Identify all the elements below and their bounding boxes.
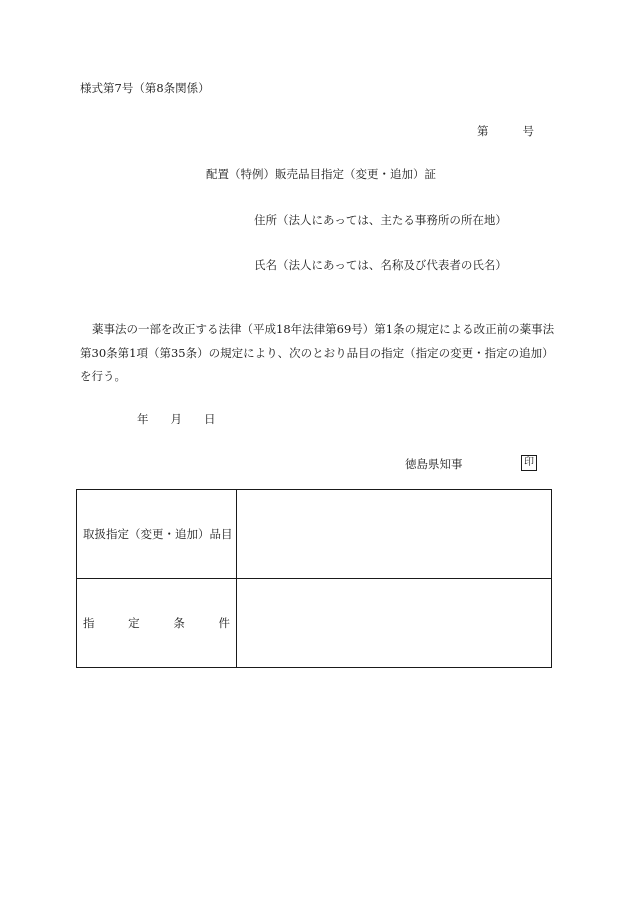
address-label: 住所（法人にあっては、主たる事務所の所在地） <box>254 213 507 227</box>
label-char: 指 <box>83 616 95 630</box>
body-paragraph: 薬事法の一部を改正する法律（平成18年法律第69号）第1条の規定による改正前の薬事法第30条第1項（第35条）の規定により、次のとおり品目の指定（指定の変更・指定の追加）を行う。 <box>80 322 555 383</box>
date-day: 日 <box>204 412 216 426</box>
table-row <box>77 490 552 579</box>
date-year: 年 <box>137 412 149 426</box>
seal-mark: 印 <box>521 455 537 471</box>
label-char: 件 <box>218 616 230 630</box>
form-number: 様式第7号（第8条関係） <box>80 81 210 95</box>
items-table <box>76 489 552 668</box>
document-number <box>477 123 534 139</box>
date-month: 月 <box>170 412 182 426</box>
row-label-items: 取扱指定（変更・追加）品目 <box>77 490 237 579</box>
label-char: 定 <box>128 616 140 630</box>
table-row <box>77 579 552 668</box>
document-number-prefix: 第 <box>477 124 489 138</box>
row-value-items[interactable] <box>237 490 552 579</box>
name-label: 氏名（法人にあっては、名称及び代表者の氏名） <box>254 258 507 272</box>
row-label-conditions <box>77 579 237 668</box>
issuer-title: 徳島県知事 <box>405 457 463 471</box>
label-char: 条 <box>173 616 185 630</box>
document-title: 配置（特例）販売品目指定（変更・追加）証 <box>206 167 436 181</box>
date-line <box>137 411 216 427</box>
document-number-suffix: 号 <box>522 124 534 138</box>
row-value-conditions[interactable] <box>237 579 552 668</box>
